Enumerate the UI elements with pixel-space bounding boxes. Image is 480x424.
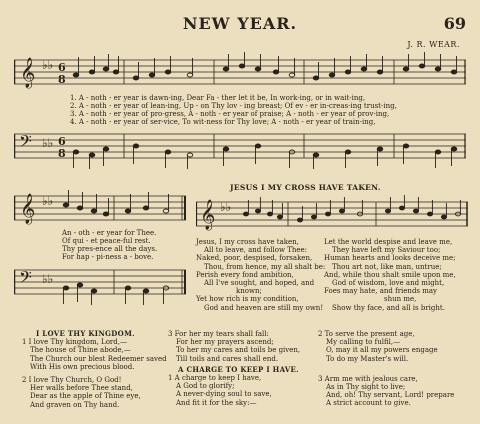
svg-text:♭♭: ♭♭ bbox=[42, 194, 54, 208]
hymn-line: A strict account to give. bbox=[326, 399, 411, 408]
inset-left-line: All I've sought, and hoped, and bbox=[204, 279, 315, 288]
page-number: 69 bbox=[443, 14, 466, 33]
svg-text:6: 6 bbox=[58, 135, 66, 148]
inset-left-line: God and heaven are still my own! bbox=[204, 303, 324, 312]
inset-left-line: Jesus, I my cross have taken, bbox=[196, 238, 299, 246]
hymn-line: And, oh! Thy servant, Lord! prepare bbox=[326, 391, 455, 400]
svg-text:𝄞: 𝄞 bbox=[20, 58, 36, 88]
hymn-line: 2 To serve the present age, bbox=[318, 330, 415, 338]
svg-text:♭♭: ♭♭ bbox=[220, 200, 232, 214]
inset-hymn-title: JESUS I MY CROSS HAVE TAKEN. bbox=[230, 183, 381, 192]
svg-text:𝄞: 𝄞 bbox=[200, 200, 216, 230]
inset-left-line: Naked, poor, despised, forsaken, bbox=[196, 254, 313, 263]
hymn-line: The house of Thine abode,— bbox=[30, 346, 131, 355]
inset-verse-left bbox=[196, 238, 325, 312]
svg-text:♭♭: ♭♭ bbox=[42, 136, 54, 150]
hymn-line: As in Thy sight to live; bbox=[326, 383, 406, 392]
hymn-line: 3 For her my tears shall fall: bbox=[168, 330, 269, 338]
hymn-line: Her walls before Thee stand, bbox=[30, 384, 133, 393]
svg-text:♭♭: ♭♭ bbox=[42, 272, 54, 286]
inset-right-line: God of wisdom, love and might, bbox=[332, 279, 445, 288]
stanza-gap bbox=[318, 363, 454, 375]
inset-verse-right bbox=[324, 238, 456, 312]
inset-left-line: Perish every fond ambition, bbox=[196, 270, 294, 279]
hymn-line: 1 I love Thy kingdom, Lord,— bbox=[22, 338, 127, 347]
hymn-line: With His own precious blood. bbox=[30, 362, 135, 371]
verse-4: 4. A - noth - er year of ser-vice, To wit-ness for Thy love; A - noth - er year of train-ing, bbox=[70, 118, 376, 126]
svg-text:♭♭: ♭♭ bbox=[42, 58, 54, 72]
bottom-column-1 bbox=[22, 330, 167, 409]
bass-staff-1 bbox=[14, 126, 466, 170]
hymn-line: A never-dying soul to save, bbox=[176, 390, 272, 399]
svg-text:𝄞: 𝄞 bbox=[20, 194, 36, 224]
hymn-line: 1 A charge to keep I have, bbox=[168, 374, 262, 383]
refrain-3: Thy pres-ence all the days. bbox=[62, 245, 158, 253]
inset-right-line: They have left my Saviour too; bbox=[332, 246, 441, 255]
hymn-line: A God to glorify; bbox=[176, 382, 235, 391]
svg-text:6: 6 bbox=[58, 61, 66, 74]
verse-1: 1. A - noth - er year is dawn-ing, Dear Fa - ther let it be, In work-ing, or in wait-ing, bbox=[70, 94, 366, 102]
hymn-title: NEW YEAR. bbox=[182, 14, 298, 33]
inset-left-line: Yet how rich is my condition, bbox=[196, 295, 299, 304]
hymn-line: The Church our blest Redeemer saved bbox=[30, 354, 167, 363]
svg-text:8: 8 bbox=[58, 147, 66, 160]
hymn-line: Till toils and cares shall end. bbox=[176, 354, 279, 363]
hymn-line: To her my cares and toils be given, bbox=[176, 346, 301, 355]
inset-right-line: shun me, bbox=[384, 295, 417, 304]
bass-staff-2 bbox=[14, 262, 186, 306]
treble-staff-1 bbox=[14, 52, 466, 96]
hymn-line: Dear as the apple of Thine eye, bbox=[30, 392, 141, 401]
inset-right-line: Foes may hate, and friends may bbox=[324, 287, 438, 296]
hymn-line: And graven on Thy hand. bbox=[30, 400, 120, 409]
inset-staff bbox=[196, 194, 468, 234]
hymn-line: And fit it for the sky:— bbox=[176, 398, 257, 407]
hymn-line: 2 I love Thy Church, O God! bbox=[22, 376, 122, 385]
refrain-4: For hap - pi-ness a - bove. bbox=[62, 253, 154, 261]
svg-text:𝄢: 𝄢 bbox=[19, 267, 32, 291]
hymn-line: My calling to fulfil,— bbox=[326, 338, 401, 347]
hymn-line: O, may it all my powers engage bbox=[326, 346, 438, 355]
refrain-1: An - oth - er year for Thee. bbox=[62, 229, 157, 237]
inset-right-line: Thou art not, like man, untrue; bbox=[332, 262, 442, 271]
bottom-column-3 bbox=[318, 330, 454, 408]
composer-credit: J. R. WEAR. bbox=[407, 40, 460, 49]
treble-staff-2 bbox=[14, 188, 186, 232]
svg-text:𝄢: 𝄢 bbox=[19, 131, 32, 155]
verse-2: 2. A - noth - er year of lean-ing, Up - on Thy lov - ing breast; Of ev - er in-creas-ing trust-ing, bbox=[70, 102, 397, 110]
inset-left-line: Thou, from hence, my all shalt be: bbox=[204, 262, 326, 271]
inset-right-line: Human hearts and looks deceive me; bbox=[324, 254, 456, 263]
svg-text:8: 8 bbox=[58, 73, 66, 86]
inset-left-line: All to leave, and follow Thee: bbox=[204, 246, 308, 255]
verse-3: 3. A - noth - er year of pro-gress, A - noth - er year of praise; A - noth - er year of prov-ing, bbox=[70, 110, 390, 118]
inset-right-line: Let the world despise and leave me, bbox=[324, 238, 453, 246]
hymn-heading: I LOVE THY KINGDOM. bbox=[36, 329, 135, 338]
inset-left-line: known; bbox=[236, 287, 262, 296]
hymn-line: 3 Arm me with jealous care, bbox=[318, 374, 418, 383]
hymn-heading: A CHARGE TO KEEP I HAVE. bbox=[178, 364, 299, 374]
inset-right-line: And, while thou shalt smile upon me, bbox=[324, 270, 456, 279]
hymn-line: For her my prayers ascend; bbox=[176, 338, 274, 347]
inset-right-line: Show thy face, and all is bright. bbox=[332, 303, 445, 312]
hymn-line: To do my Master's will. bbox=[326, 354, 409, 363]
refrain-2: Of qui - et peace-ful rest. bbox=[62, 237, 151, 245]
bottom-column-2 bbox=[168, 330, 300, 407]
